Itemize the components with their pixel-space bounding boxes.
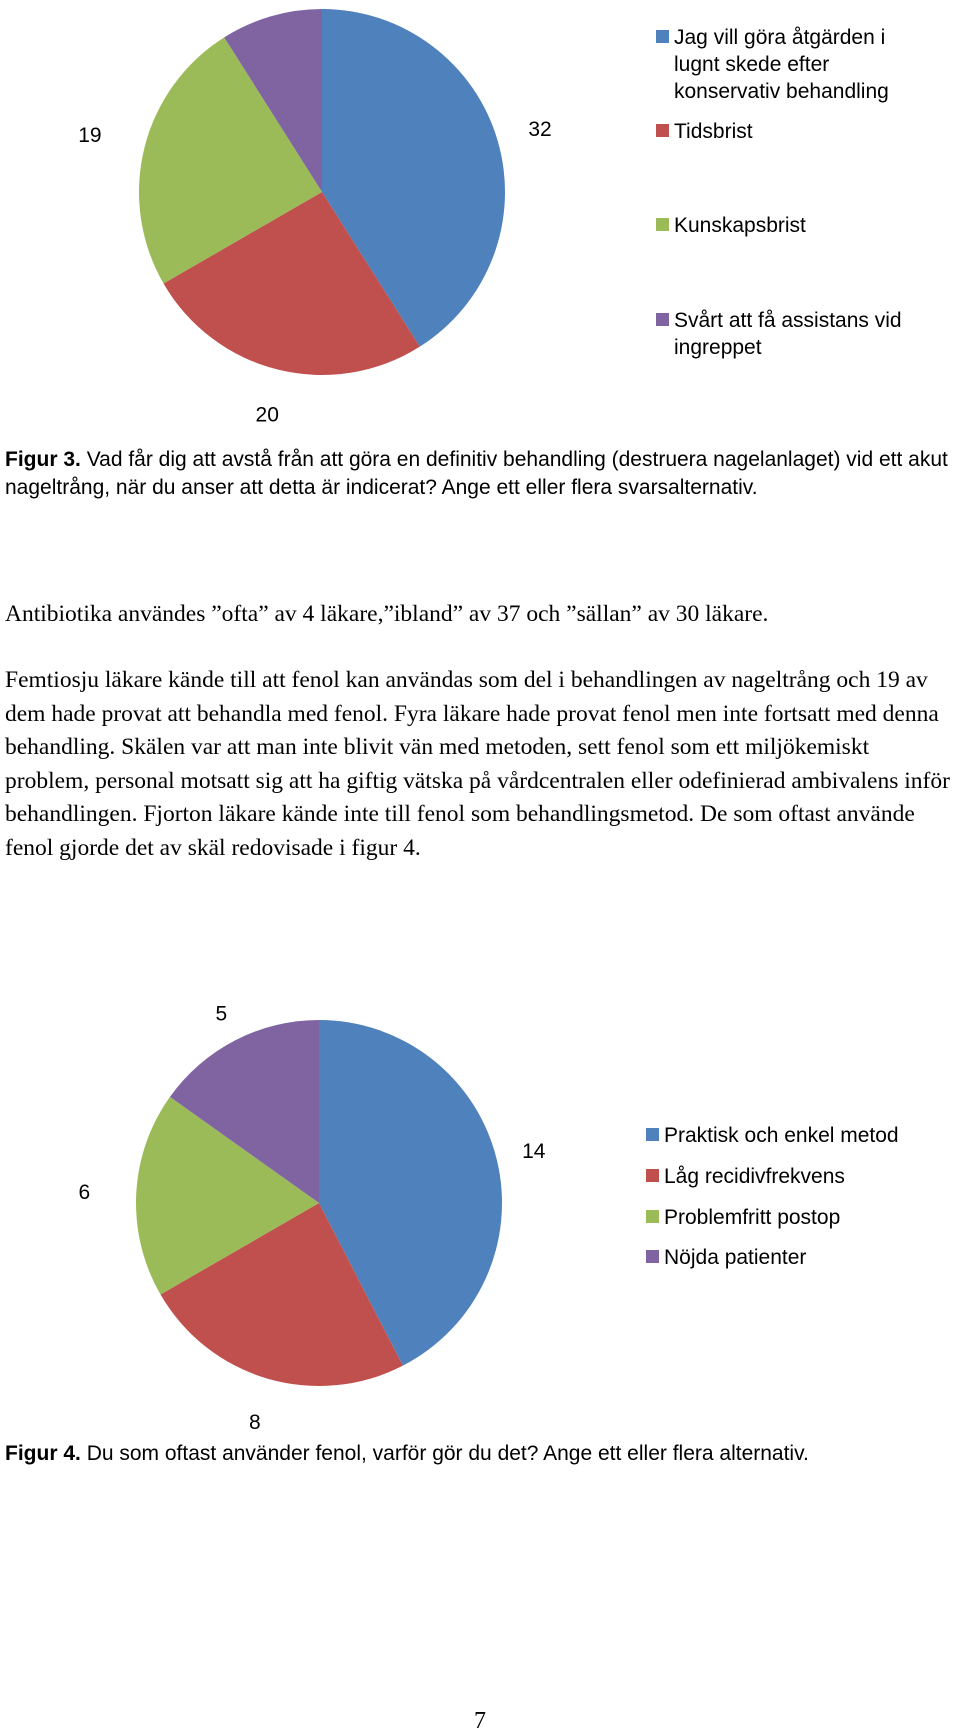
figure-3-caption-text: Vad får dig att avstå från att göra en definitiv behandling (destruera nagelanlaget) vid ett akut nageltrång, när du anser att detta är indicerat? Ange ett eller flera svarsalternativ. (5, 448, 948, 499)
fig3-legend-swatch-jag-vill-gora-atgarden-i-lugnt-skede-efter-konservativ-behandling (656, 30, 669, 43)
figure-4-caption-label: Figur 4. (5, 1442, 81, 1465)
fig4-legend-label-problemfritt-postop: Problemfritt postop (664, 1206, 841, 1229)
fig4-legend-label-praktisk-och-enkel-metod: Praktisk och enkel metod (664, 1124, 899, 1147)
fig3-data-label-kunskapsbrist: 19 (78, 123, 102, 147)
fig4-legend-swatch-problemfritt-postop (646, 1210, 659, 1223)
fig4-legend-item-lag-recidivfrekvens (646, 1165, 845, 1188)
fig3-legend-item-svart-att-fa-assistans-vid-ingreppet (656, 309, 902, 359)
figure-4-pie-chart (0, 990, 960, 1434)
fig3-legend-swatch-svart-att-fa-assistans-vid-ingreppet (656, 313, 669, 326)
fig4-legend-item-nojda-patienter (646, 1246, 806, 1269)
fig3-legend-item-tidsbrist (656, 120, 753, 143)
fig3-data-label-jag-vill-gora-atgarden-i-lugnt-skede-efter-konservativ-behandling: 32 (528, 117, 552, 141)
fig4-legend-swatch-lag-recidivfrekvens (646, 1169, 659, 1182)
fig4-legend-label-lag-recidivfrekvens: Låg recidivfrekvens (664, 1165, 845, 1188)
fig3-legend-item-kunskapsbrist (656, 214, 806, 237)
phenol-paragraph: Femtiosju läkare kände till att fenol kan användas som del i behandlingen av nageltrång och 19 av dem hade provat att behandla med fenol. Fyra läkare hade provat fenol men inte fortsatt med denna behandling. Skälen var att man inte blivit vän med metoden, sett fenol som ett miljökemiskt problem, personal motsatt sig att ha giftig vätska på vårdcentralen eller odefinierad ambivalens inför behandlingen. Fjorton läkare kände inte till fenol som behandlingsmetod. De som oftast använde fenol gjorde det av skäl redovisade i figur 4. (5, 667, 950, 861)
fig3-legend-label-tidsbrist: Tidsbrist (674, 120, 753, 143)
page-number: 7 (474, 1708, 486, 1734)
fig3-legend-swatch-tidsbrist (656, 124, 669, 137)
fig3-legend-swatch-kunskapsbrist (656, 218, 669, 231)
fig4-data-label-praktisk-och-enkel-metod: 14 (522, 1139, 546, 1163)
fig4-legend-label-nojda-patienter: Nöjda patienter (664, 1246, 807, 1269)
fig3-legend-label-svart-att-fa-assistans-vid-ingreppet: Svårt att få assistans vid ingreppet (674, 309, 902, 359)
figure-3-caption-label: Figur 3. (5, 448, 81, 471)
figure-3-chart (0, 0, 960, 427)
fig3-legend-item-jag-vill-gora-atgarden-i-lugnt-skede-efter-konservativ-behandling (656, 26, 889, 103)
fig3-data-label-svart-att-fa-assistans-vid-ingreppet (257, 0, 269, 1)
figure-4-chart (0, 990, 960, 1434)
fig4-legend-swatch-nojda-patienter (646, 1250, 659, 1263)
fig4-legend-swatch-praktisk-och-enkel-metod (646, 1128, 659, 1141)
figure-4-caption (5, 1440, 950, 1468)
fig3-legend-label-jag-vill-gora-atgarden-i-lugnt-skede-efter-konservativ-behandling: Jag vill göra åtgärden i lugnt skede efter konservativ behandling (674, 26, 889, 103)
fig4-legend-item-praktisk-och-enkel-metod (646, 1124, 899, 1147)
fig4-data-label-problemfritt-postop: 6 (78, 1180, 91, 1204)
antibiotics-paragraph: Antibiotika användes ”ofta” av 4 läkare,”ibland” av 37 och ”sällan” av 30 läkare. (5, 601, 769, 627)
figure-4-caption-text: Du som oftast använder fenol, varför gör du det? Ange ett eller flera alternativ. (86, 1442, 809, 1465)
fig4-legend-item-problemfritt-postop (646, 1206, 840, 1229)
fig4-data-label-lag-recidivfrekvens: 8 (248, 1410, 261, 1434)
fig3-legend-label-kunskapsbrist: Kunskapsbrist (674, 214, 806, 237)
fig3-data-label-tidsbrist: 20 (255, 403, 279, 427)
figure-3-caption (5, 446, 950, 502)
fig4-data-label-nojda-patienter: 5 (215, 1002, 228, 1026)
figure-3-pie-chart (0, 0, 960, 427)
